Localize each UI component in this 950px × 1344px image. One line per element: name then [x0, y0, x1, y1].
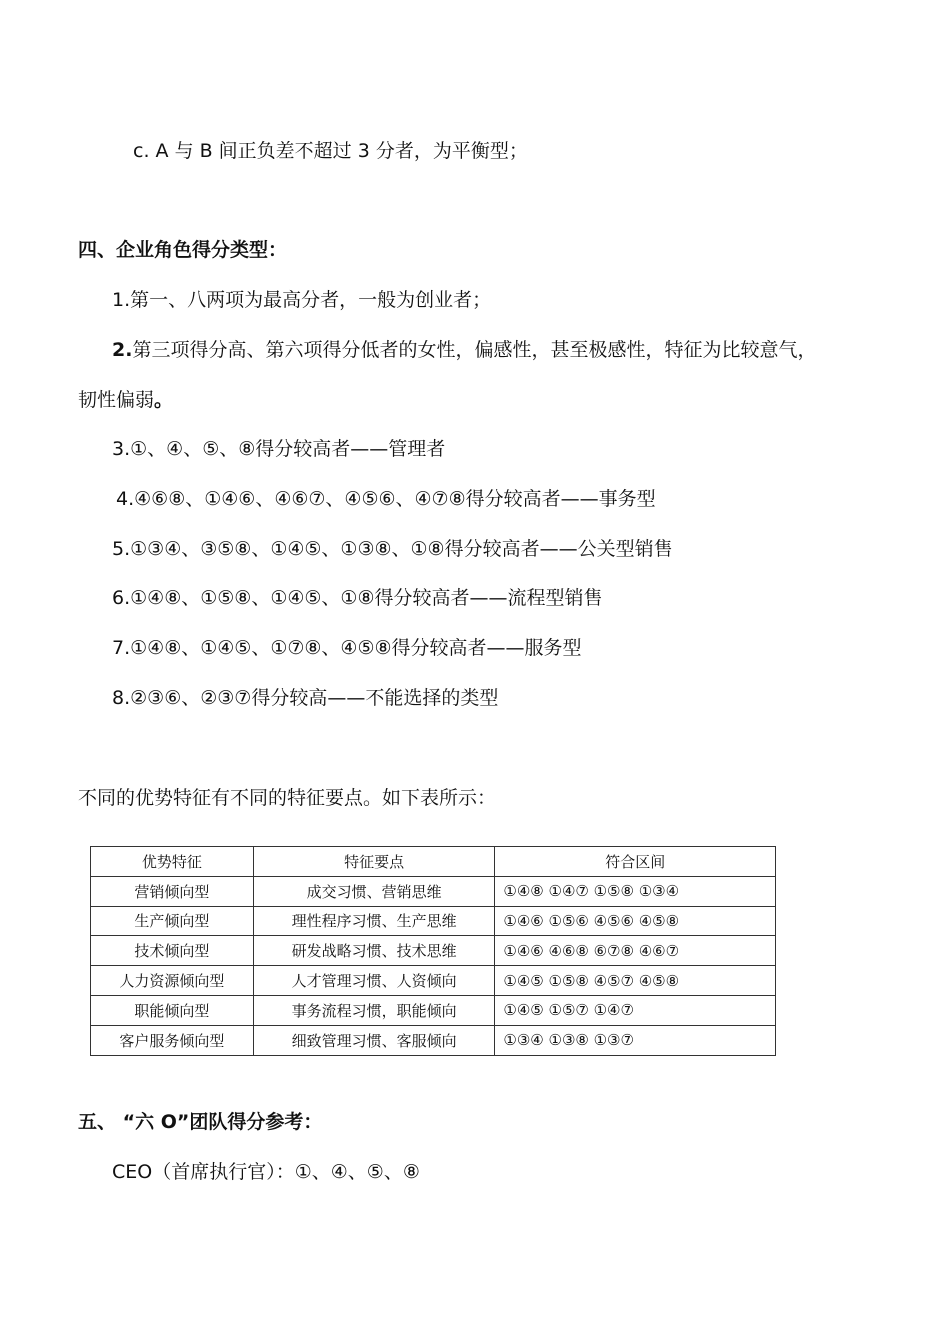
- key-points-cell: 理性程序习惯、生产思维: [253, 906, 495, 936]
- role-item-6: 6.①④⑧、①⑤⑧、①④⑤、①⑧得分较高者——流程型销售: [112, 587, 603, 609]
- role-item-3: 3.①、④、⑤、⑧得分较高者——管理者: [112, 438, 446, 460]
- balance-type-rule: c. A 与 B 间正负差不超过 3 分者，为平衡型；: [133, 140, 528, 162]
- range-cell: ①④⑥ ④⑥⑧ ⑥⑦⑧ ④⑥⑦: [495, 936, 776, 966]
- key-points-cell: 人才管理习惯、人资倾向: [253, 966, 495, 996]
- role-item-2-number: 2.: [112, 339, 133, 361]
- header-key-points: 特征要点: [253, 847, 495, 877]
- trait-cell: 职能倾向型: [91, 995, 254, 1025]
- key-points-cell: 成交习惯、营销思维: [253, 876, 495, 906]
- range-cell: ①④⑥ ①⑤⑥ ④⑤⑥ ④⑤⑧: [495, 906, 776, 936]
- range-cell: ①④⑤ ①⑤⑧ ④⑤⑦ ④⑤⑧: [495, 966, 776, 996]
- header-matching-range: 符合区间: [495, 847, 776, 877]
- role-item-5: 5.①③④、③⑤⑧、①④⑤、①③⑧、①⑧得分较高者——公关型销售: [112, 538, 673, 560]
- role-item-2-text: 第三项得分高、第六项得分低者的女性，偏感性，甚至极感性，特征为比较意气，: [132, 339, 817, 361]
- traits-table: [90, 846, 776, 1056]
- role-item-8: 8.②③⑥、②③⑦得分较高——不能选择的类型: [112, 687, 499, 709]
- role-item-7: 7.①④⑧、①④⑤、①⑦⑧、④⑤⑧得分较高者——服务型: [112, 637, 582, 659]
- table-row: [91, 936, 776, 966]
- table-header-row: [91, 847, 776, 877]
- role-item-2: [112, 337, 816, 363]
- range-cell: ①③④ ①③⑧ ①③⑦: [495, 1025, 776, 1055]
- role-item-4: 4.④⑥⑧、①④⑥、④⑥⑦、④⑤⑥、④⑦⑧得分较高者——事务型: [116, 488, 656, 510]
- role-item-2-continuation: 韧性偏弱: [78, 389, 155, 411]
- trait-cell: 人力资源倾向型: [91, 966, 254, 996]
- table-row: [91, 1025, 776, 1055]
- table-row: [91, 876, 776, 906]
- trait-cell: 营销倾向型: [91, 876, 254, 906]
- range-cell: ①④⑤ ①⑤⑦ ①④⑦: [495, 995, 776, 1025]
- section-4-heading: 四、企业角色得分类型：: [78, 239, 288, 261]
- table-row: [91, 995, 776, 1025]
- table-row: [91, 966, 776, 996]
- range-cell: ①④⑧ ①④⑦ ①⑤⑧ ①③④: [495, 876, 776, 906]
- ceo-reference: CEO（首席执行官）：①、④、⑤、⑧: [112, 1161, 420, 1183]
- trait-cell: 客户服务倾向型: [91, 1025, 254, 1055]
- key-points-cell: 事务流程习惯，职能倾向: [253, 995, 495, 1025]
- header-trait: 优势特征: [91, 847, 254, 877]
- section-5-heading: 五、 “六 O”团队得分参考：: [78, 1111, 323, 1133]
- table-intro: 不同的优势特征有不同的特征要点。如下表所示：: [78, 787, 497, 809]
- trait-cell: 技术倾向型: [91, 936, 254, 966]
- table-row: [91, 906, 776, 936]
- role-item-1: 1.第一、八两项为最高分者，一般为创业者；: [112, 289, 492, 311]
- key-points-cell: 研发战略习惯、技术思维: [253, 936, 495, 966]
- role-item-2-period: 。: [154, 389, 174, 411]
- role-item-2-continued: [78, 387, 173, 413]
- key-points-cell: 细致管理习惯、客服倾向: [253, 1025, 495, 1055]
- trait-cell: 生产倾向型: [91, 906, 254, 936]
